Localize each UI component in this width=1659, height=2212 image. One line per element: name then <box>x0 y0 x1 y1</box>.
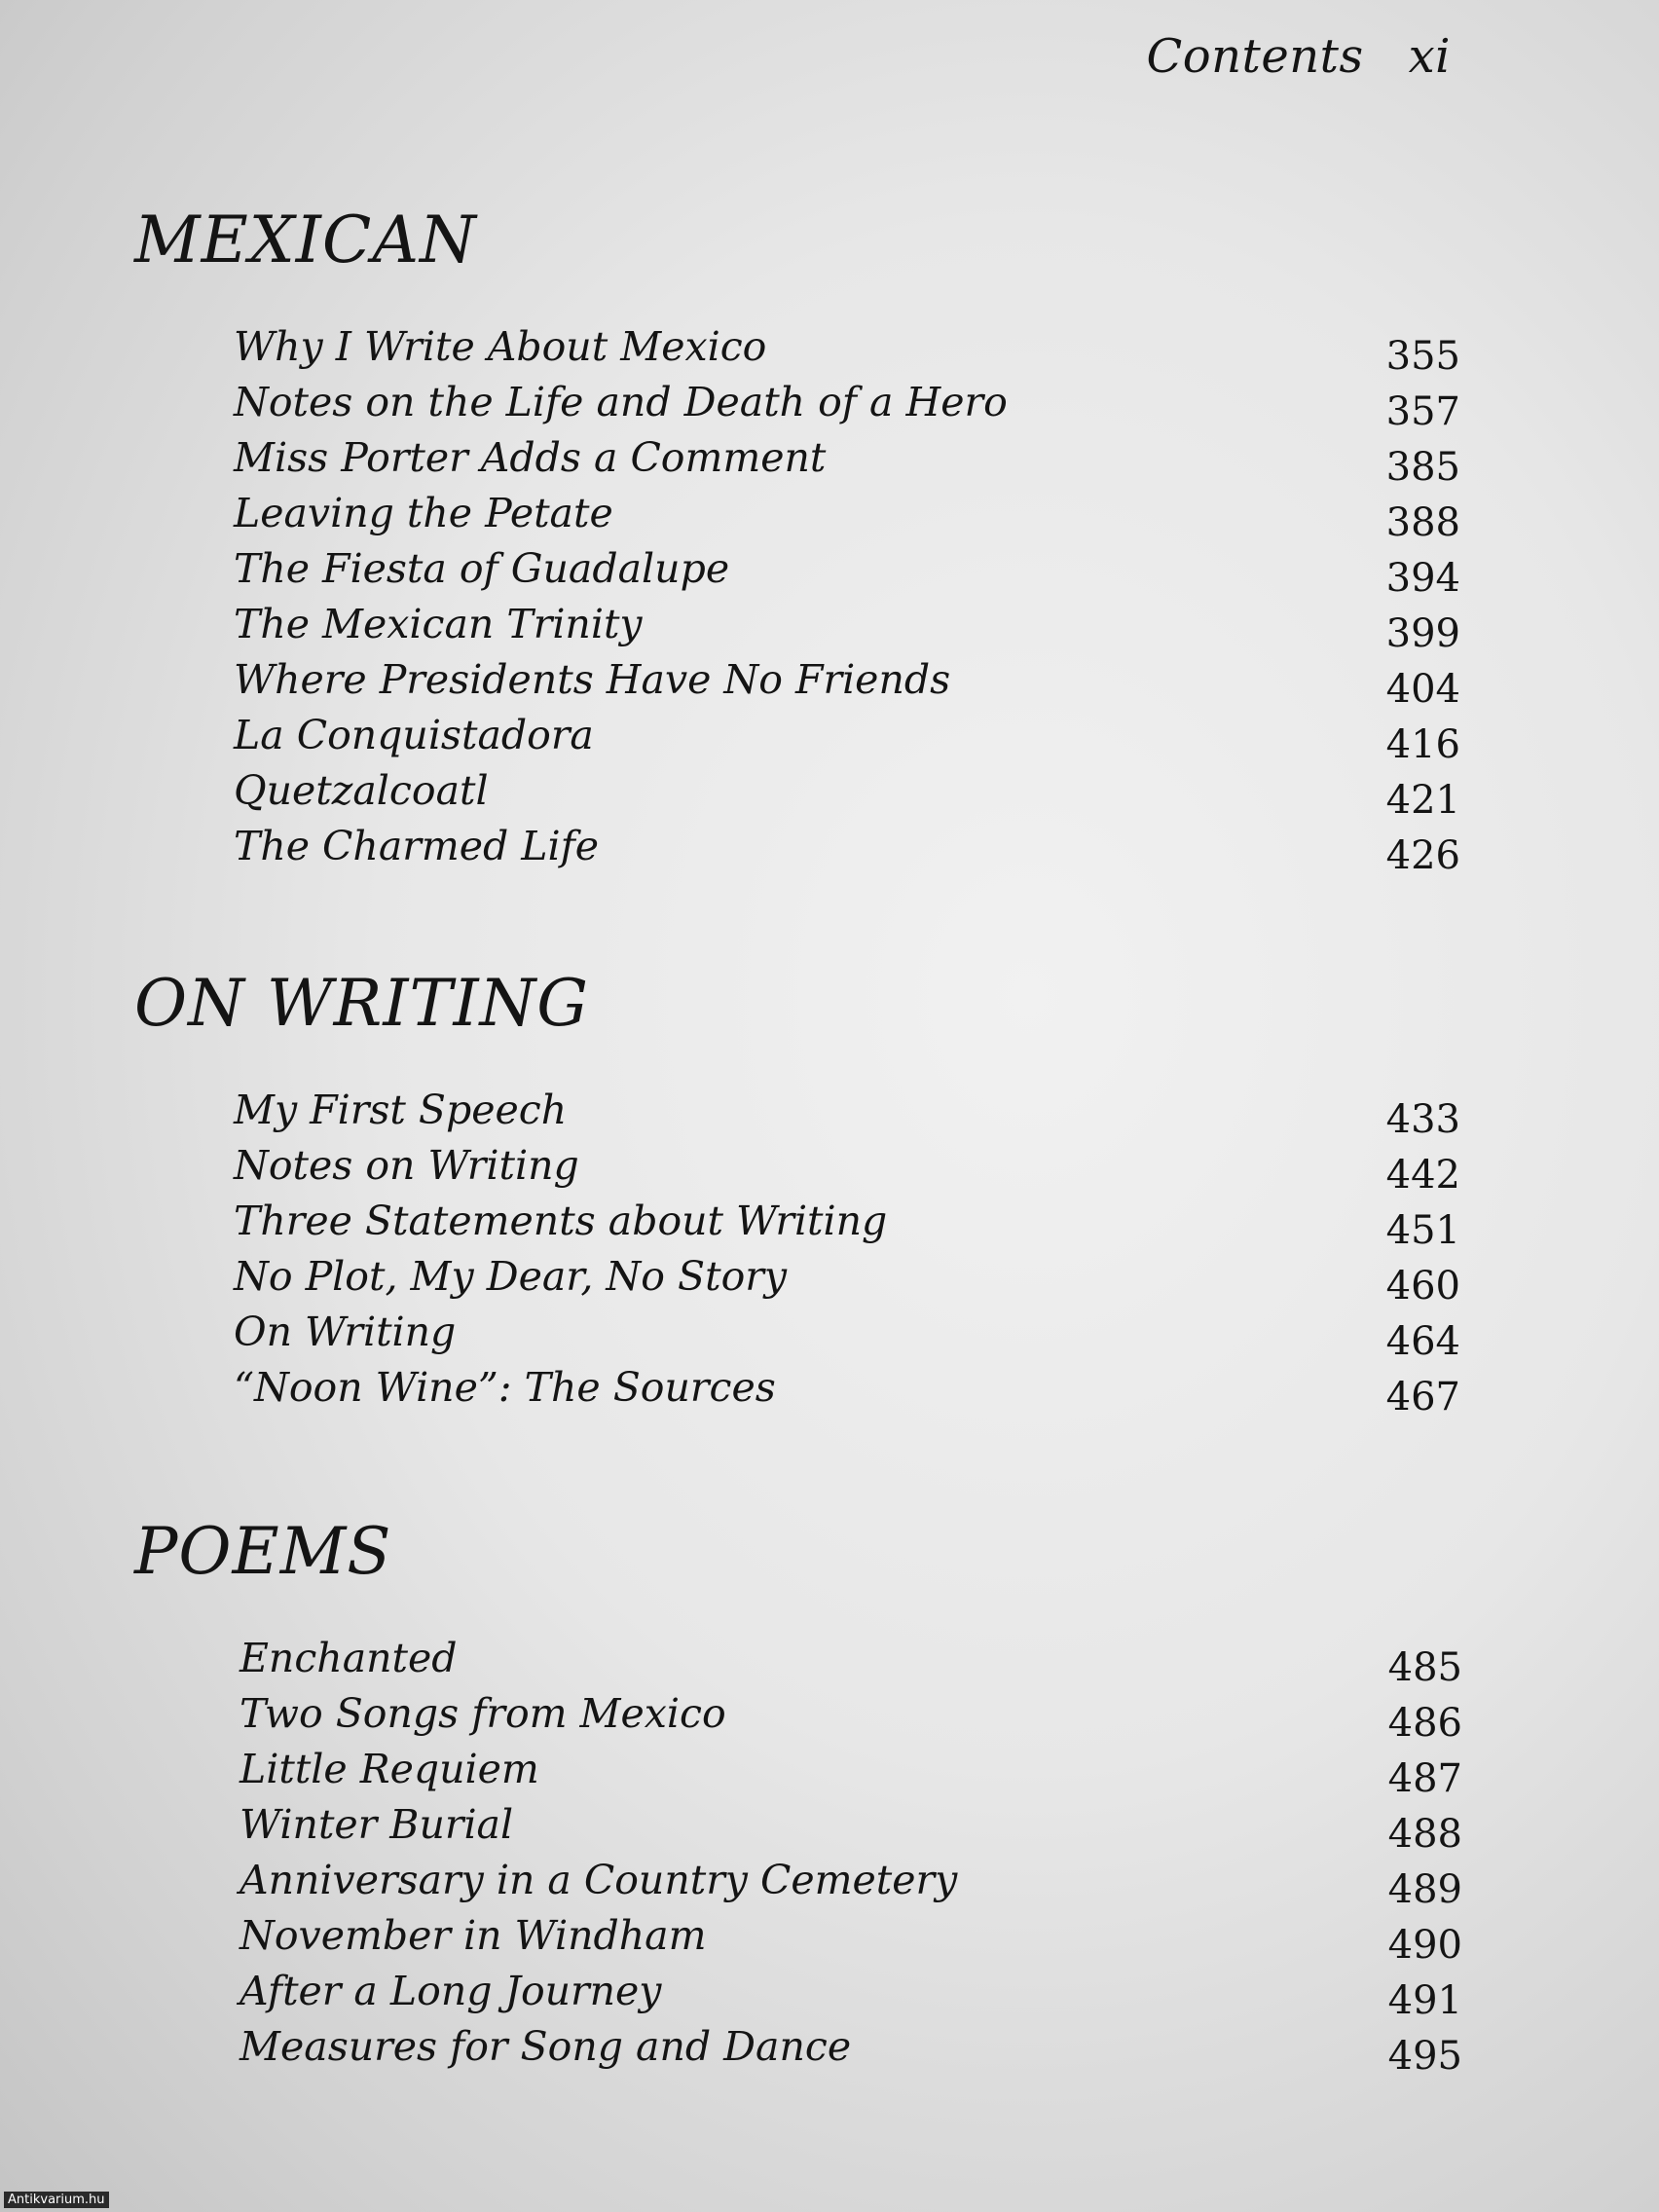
entry-list <box>234 319 1460 878</box>
toc-entry[interactable] <box>240 1853 1462 1912</box>
entry-title: Quetzalcoatl <box>234 767 489 814</box>
toc-entry[interactable] <box>234 430 1460 490</box>
entry-title: On Writing <box>234 1309 457 1355</box>
entry-page-number: 426 <box>1385 833 1460 878</box>
toc-entry[interactable] <box>234 1305 1460 1364</box>
toc-entry[interactable] <box>234 375 1460 434</box>
entry-title: Enchanted <box>240 1635 458 1681</box>
toc-entry[interactable] <box>234 708 1460 767</box>
toc-entry[interactable] <box>240 2019 1462 2079</box>
section-title: ON WRITING <box>134 966 590 1041</box>
entry-list <box>234 1083 1460 1419</box>
entry-page-number: 486 <box>1387 1701 1462 1746</box>
entry-title: After a Long Journey <box>240 1968 662 2014</box>
entry-title: Leaving the Petate <box>234 490 613 536</box>
toc-entry[interactable] <box>240 1742 1462 1801</box>
entry-title: Notes on Writing <box>234 1142 579 1189</box>
entry-title: My First Speech <box>234 1087 568 1133</box>
entry-page-number: 388 <box>1385 500 1460 545</box>
entry-title: Three Statements about Writing <box>234 1198 888 1244</box>
running-head <box>1147 29 1452 84</box>
entry-page-number: 485 <box>1387 1645 1462 1690</box>
toc-entry[interactable] <box>234 819 1460 878</box>
toc-entry[interactable] <box>240 1908 1462 1968</box>
toc-entry[interactable] <box>234 1138 1460 1198</box>
entry-page-number: 385 <box>1385 445 1460 490</box>
entry-title: The Charmed Life <box>234 823 600 869</box>
toc-entry[interactable] <box>240 1964 1462 2023</box>
entry-page-number: 399 <box>1385 611 1460 656</box>
entry-page-number: 464 <box>1385 1319 1460 1364</box>
entry-title: “Noon Wine”: The Sources <box>234 1364 776 1411</box>
entry-page-number: 467 <box>1385 1375 1460 1419</box>
entry-title: November in Windham <box>240 1912 707 1959</box>
entry-page-number: 490 <box>1387 1923 1462 1968</box>
toc-entry[interactable] <box>234 1360 1460 1419</box>
toc-entry[interactable] <box>234 486 1460 545</box>
toc-entry[interactable] <box>234 763 1460 823</box>
toc-entry[interactable] <box>234 1194 1460 1253</box>
entry-page-number: 404 <box>1385 667 1460 712</box>
entry-title: Measures for Song and Dance <box>240 2023 852 2070</box>
entry-page-number: 488 <box>1387 1812 1462 1857</box>
entry-title: Where Presidents Have No Friends <box>234 656 951 703</box>
entry-page-number: 487 <box>1387 1756 1462 1801</box>
entry-title: Why I Write About Mexico <box>234 323 767 370</box>
section-title: POEMS <box>134 1514 392 1589</box>
entry-title: Winter Burial <box>240 1801 514 1848</box>
entry-list <box>240 1631 1462 2079</box>
entry-title: Notes on the Life and Death of a Hero <box>234 379 1008 425</box>
entry-page-number: 489 <box>1387 1867 1462 1912</box>
entry-title: Little Requiem <box>240 1746 539 1792</box>
section-title: MEXICAN <box>134 203 477 277</box>
entry-page-number: 460 <box>1385 1264 1460 1309</box>
entry-title: The Mexican Trinity <box>234 601 643 647</box>
entry-page-number: 355 <box>1385 334 1460 379</box>
entry-page-number: 421 <box>1385 778 1460 823</box>
toc-entry[interactable] <box>234 597 1460 656</box>
toc-entry[interactable] <box>234 541 1460 601</box>
entry-title: The Fiesta of Guadalupe <box>234 545 730 592</box>
entry-title: No Plot, My Dear, No Story <box>234 1253 788 1300</box>
entry-title: La Conquistadora <box>234 712 594 758</box>
entry-title: Miss Porter Adds a Comment <box>234 434 827 481</box>
entry-page-number: 357 <box>1385 389 1460 434</box>
toc-entry[interactable] <box>234 1249 1460 1309</box>
entry-page-number: 433 <box>1385 1097 1460 1142</box>
toc-entry[interactable] <box>234 1083 1460 1142</box>
toc-entry[interactable] <box>240 1686 1462 1746</box>
entry-page-number: 491 <box>1387 1978 1462 2023</box>
entry-page-number: 495 <box>1387 2034 1462 2079</box>
watermark: Antikvarium.hu <box>4 2192 109 2208</box>
running-head-label: Contents <box>1146 29 1364 84</box>
entry-page-number: 442 <box>1385 1153 1460 1198</box>
toc-entry[interactable] <box>240 1797 1462 1857</box>
entry-title: Anniversary in a Country Cemetery <box>240 1857 958 1903</box>
entry-page-number: 416 <box>1385 722 1460 767</box>
toc-entry[interactable] <box>234 319 1460 379</box>
entry-page-number: 394 <box>1385 556 1460 601</box>
toc-entry[interactable] <box>240 1631 1462 1690</box>
entry-title: Two Songs from Mexico <box>240 1690 726 1737</box>
entry-page-number: 451 <box>1385 1208 1460 1253</box>
toc-entry[interactable] <box>234 652 1460 712</box>
page-folio: xi <box>1408 29 1451 84</box>
